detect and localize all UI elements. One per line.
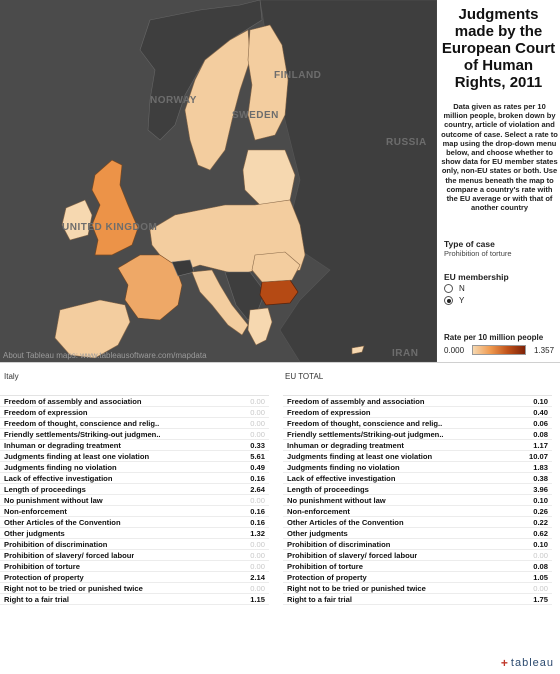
- table-row[interactable]: [283, 561, 552, 572]
- row-label: No punishment without law: [287, 495, 386, 505]
- radio-button-selected[interactable]: [444, 296, 453, 305]
- row-label: Judgments finding no violation: [4, 462, 117, 472]
- table-row[interactable]: [0, 396, 269, 407]
- row-label: No punishment without law: [4, 495, 103, 505]
- row-value: 0.49: [250, 462, 265, 472]
- row-label: Judgments finding at least one violation: [287, 451, 433, 461]
- row-label: Prohibition of torture: [287, 561, 363, 571]
- row-value: 1.17: [533, 440, 548, 450]
- row-value: 2.64: [250, 484, 265, 494]
- row-value: 0.10: [533, 396, 548, 406]
- row-value: 0.62: [533, 528, 548, 538]
- row-value: 0.00: [250, 550, 265, 560]
- legend-title: Rate per 10 million people: [444, 333, 544, 342]
- row-label: Other Articles of the Convention: [4, 517, 121, 527]
- table-row[interactable]: [283, 517, 552, 528]
- row-label: Protection of property: [287, 572, 367, 582]
- table-row[interactable]: [283, 583, 552, 594]
- row-value: 0.00: [250, 407, 265, 417]
- table-row[interactable]: [0, 451, 269, 462]
- table-row[interactable]: [283, 528, 552, 539]
- eu-option-n[interactable]: [444, 284, 465, 293]
- row-label: Non-enforcement: [4, 506, 67, 516]
- table-row[interactable]: [283, 462, 552, 473]
- region-greece[interactable]: [248, 308, 272, 345]
- map-label-sweden: SWEDEN: [232, 110, 279, 121]
- row-label: Freedom of assembly and association: [4, 396, 142, 406]
- left-country-table: [0, 395, 269, 605]
- table-row[interactable]: [0, 495, 269, 506]
- table-row[interactable]: [283, 495, 552, 506]
- region-ireland[interactable]: [62, 200, 92, 240]
- region-iberia[interactable]: [55, 300, 130, 358]
- row-value: 0.08: [533, 429, 548, 439]
- row-label: Other judgments: [4, 528, 65, 538]
- row-label: Right not to be tried or punished twice: [287, 583, 426, 593]
- table-row[interactable]: [0, 462, 269, 473]
- type-of-case-label: Type of case: [444, 239, 495, 249]
- row-label: Prohibition of slavery/ forced labour: [287, 550, 418, 560]
- row-label: Freedom of thought, conscience and relig..: [287, 418, 443, 428]
- table-row[interactable]: [0, 473, 269, 484]
- radio-dot-icon: [447, 299, 451, 303]
- row-value: 1.15: [250, 594, 265, 604]
- table-row[interactable]: [283, 539, 552, 550]
- table-row[interactable]: [0, 407, 269, 418]
- tableau-logo-text: tableau: [510, 657, 554, 669]
- row-label: Other Articles of the Convention: [287, 517, 404, 527]
- row-value: 0.00: [250, 495, 265, 505]
- legend-max-value: 1.357: [534, 346, 555, 355]
- table-row[interactable]: [283, 594, 552, 605]
- europe-choropleth-map[interactable]: [0, 0, 437, 362]
- row-value: 0.00: [250, 396, 265, 406]
- row-value: 0.16: [250, 473, 265, 483]
- row-value: 1.32: [250, 528, 265, 538]
- eu-option-y[interactable]: [444, 296, 464, 305]
- row-label: Protection of property: [4, 572, 84, 582]
- row-label: Prohibition of slavery/ forced labour: [4, 550, 135, 560]
- row-label: Inhuman or degrading treatment: [287, 440, 404, 450]
- table-row[interactable]: [0, 572, 269, 583]
- table-row[interactable]: [0, 429, 269, 440]
- table-row[interactable]: [0, 418, 269, 429]
- row-value: 0.00: [533, 550, 548, 560]
- table-row[interactable]: [0, 517, 269, 528]
- row-label: Right to a fair trial: [287, 594, 352, 604]
- row-value: 0.08: [533, 561, 548, 571]
- map-label-russia: RUSSIA: [386, 137, 427, 148]
- row-label: Judgments finding no violation: [287, 462, 400, 472]
- table-row[interactable]: [283, 572, 552, 583]
- side-panel: [437, 0, 560, 362]
- row-value: 0.00: [250, 539, 265, 549]
- table-row[interactable]: [283, 451, 552, 462]
- row-label: Lack of effective investigation: [287, 473, 396, 483]
- row-value: 0.26: [533, 506, 548, 516]
- table-row[interactable]: [283, 407, 552, 418]
- description-text: Data given as rates per 10 million people, broken down by country, article of violation and outcome of case. Select a rate to map using the drop-down menu below, and choose whether to show data for EU member states only, non-EU states or both. Use the menus beneath the map to compare a country's rate with the EU average or with that of another country: [441, 102, 558, 213]
- table-row[interactable]: [0, 506, 269, 517]
- row-value: 1.05: [533, 572, 548, 582]
- row-value: 0.00: [250, 429, 265, 439]
- row-label: Friendly settlements/Striking-out judgmen..: [287, 429, 444, 439]
- row-value: 0.40: [533, 407, 548, 417]
- map-attribution-link[interactable]: About Tableau maps: www.tableausoftware.com/mapdata: [3, 351, 207, 360]
- comparison-tables: [0, 362, 560, 674]
- map-label-finland: FINLAND: [274, 70, 322, 81]
- row-value: 1.83: [533, 462, 548, 472]
- region-bulgaria[interactable]: [260, 280, 298, 305]
- table-row[interactable]: [283, 550, 552, 561]
- right-country-selector[interactable]: EU TOTAL: [285, 372, 324, 381]
- table-row[interactable]: [0, 440, 269, 451]
- row-label: Other judgments: [287, 528, 348, 538]
- table-row[interactable]: [283, 484, 552, 495]
- row-value: 0.10: [533, 539, 548, 549]
- row-label: Friendly settlements/Striking-out judgmen..: [4, 429, 161, 439]
- row-value: 0.00: [250, 561, 265, 571]
- table-row[interactable]: [283, 440, 552, 451]
- row-value: 0.00: [250, 418, 265, 428]
- map-label-norway: NORWAY: [150, 95, 197, 106]
- row-label: Freedom of expression: [287, 407, 371, 417]
- row-value: 2.14: [250, 572, 265, 582]
- tableau-cross-icon: +: [500, 656, 509, 670]
- row-value: 0.16: [250, 506, 265, 516]
- row-label: Inhuman or degrading treatment: [4, 440, 121, 450]
- row-label: Length of proceedings: [4, 484, 86, 494]
- region-united-kingdom[interactable]: [92, 160, 138, 255]
- row-label: Freedom of assembly and association: [287, 396, 425, 406]
- table-row[interactable]: [283, 418, 552, 429]
- row-label: Freedom of expression: [4, 407, 88, 417]
- row-label: Non-enforcement: [287, 506, 350, 516]
- row-value: 0.33: [250, 440, 265, 450]
- row-value: 5.61: [250, 451, 265, 461]
- type-of-case-dropdown[interactable]: Prohibition of torture: [444, 249, 512, 258]
- table-row[interactable]: [283, 506, 552, 517]
- table-row[interactable]: [0, 550, 269, 561]
- row-value: 10.07: [528, 451, 548, 461]
- row-label: Lack of effective investigation: [4, 473, 113, 483]
- table-row[interactable]: [0, 583, 269, 594]
- table-row[interactable]: [0, 594, 269, 605]
- table-row[interactable]: [0, 539, 269, 550]
- left-country-selector[interactable]: Italy: [4, 372, 19, 381]
- eu-membership-label: EU membership: [444, 272, 509, 282]
- legend-min-value: 0.000: [444, 346, 465, 355]
- row-label: Freedom of thought, conscience and relig..: [4, 418, 160, 428]
- page-title: Judgments made by the European Court of Human Rights, 2011: [441, 6, 556, 91]
- table-row[interactable]: [0, 528, 269, 539]
- row-label: Prohibition of discrimination: [287, 539, 391, 549]
- table-row[interactable]: [283, 429, 552, 440]
- table-row[interactable]: [283, 473, 552, 484]
- right-country-table: [283, 395, 552, 605]
- tableau-logo[interactable]: [501, 656, 554, 670]
- row-value: 1.75: [533, 594, 548, 604]
- map-canvas[interactable]: [0, 0, 437, 362]
- row-label: Right to a fair trial: [4, 594, 69, 604]
- row-value: 0.22: [533, 517, 548, 527]
- region-france[interactable]: [118, 255, 182, 320]
- row-label: Prohibition of torture: [4, 561, 80, 571]
- map-label-iran: IRAN: [392, 348, 419, 359]
- row-value: 0.00: [250, 583, 265, 593]
- region-baltics[interactable]: [243, 150, 295, 205]
- table-row[interactable]: [0, 561, 269, 572]
- row-label: Right not to be tried or punished twice: [4, 583, 143, 593]
- table-row[interactable]: [283, 396, 552, 407]
- radio-button[interactable]: [444, 284, 453, 293]
- row-value: 0.10: [533, 495, 548, 505]
- eu-option-y-label: Y: [459, 296, 465, 305]
- color-legend-gradient: [472, 345, 526, 355]
- row-label: Judgments finding at least one violation: [4, 451, 150, 461]
- map-label-uk: UNITED KINGDOM: [62, 222, 158, 233]
- row-label: Length of proceedings: [287, 484, 369, 494]
- table-row[interactable]: [0, 484, 269, 495]
- row-label: Prohibition of discrimination: [4, 539, 108, 549]
- row-value: 0.06: [533, 418, 548, 428]
- row-value: 3.96: [533, 484, 548, 494]
- row-value: 0.16: [250, 517, 265, 527]
- eu-option-n-label: N: [459, 284, 465, 293]
- row-value: 0.00: [533, 583, 548, 593]
- row-value: 0.38: [533, 473, 548, 483]
